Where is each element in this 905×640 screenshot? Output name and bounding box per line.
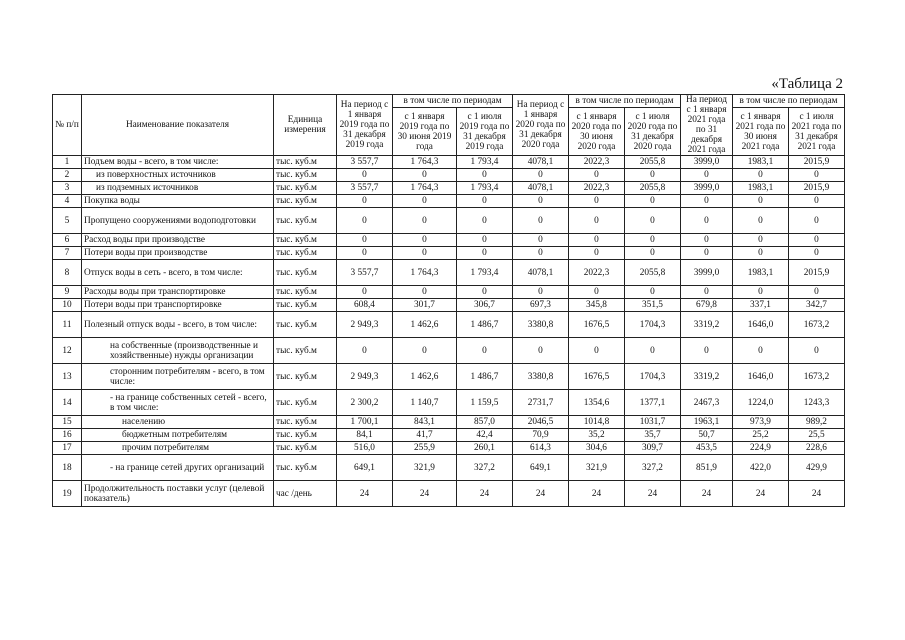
row-unit: тыс. куб.м	[274, 156, 337, 169]
header-h2-2020: с 1 июля 2020 года по 31 декабря 2020 года	[625, 107, 681, 155]
row-value: 1354,6	[569, 390, 625, 416]
header-h2-2019: с 1 июля 2019 года по 31 декабря 2019 года	[457, 107, 513, 155]
row-value: 1 764,3	[393, 260, 457, 286]
row-value: 1646,0	[733, 312, 789, 338]
row-value: 0	[569, 247, 625, 260]
row-unit: тыс. куб.м	[274, 455, 337, 481]
row-value: 973,9	[733, 416, 789, 429]
row-value: 2 949,3	[337, 312, 393, 338]
row-value: 260,1	[457, 442, 513, 455]
row-value: 70,9	[513, 429, 569, 442]
header-h1-2021: с 1 января 2021 года по 30 июня 2021 года	[733, 107, 789, 155]
row-value: 2055,8	[625, 156, 681, 169]
row-value: 84,1	[337, 429, 393, 442]
row-value: 224,9	[733, 442, 789, 455]
row-number: 4	[53, 195, 82, 208]
row-value: 345,8	[569, 299, 625, 312]
row-value: 1983,1	[733, 182, 789, 195]
row-value: 0	[569, 169, 625, 182]
row-value: 0	[393, 338, 457, 364]
row-indicator-name: из поверхностных источников	[82, 169, 274, 182]
row-value: 42,4	[457, 429, 513, 442]
row-number: 8	[53, 260, 82, 286]
row-value: 337,1	[733, 299, 789, 312]
row-value: 614,3	[513, 442, 569, 455]
row-value: 24	[393, 481, 457, 507]
row-number: 11	[53, 312, 82, 338]
row-value: 1 764,3	[393, 156, 457, 169]
table-row	[53, 260, 845, 286]
row-value: 2467,3	[681, 390, 733, 416]
table-row	[53, 208, 845, 234]
row-value: 1 793,4	[457, 156, 513, 169]
row-value: 0	[569, 338, 625, 364]
row-value: 0	[681, 286, 733, 299]
row-value: 4078,1	[513, 260, 569, 286]
row-value: 327,2	[457, 455, 513, 481]
header-h1-2020: с 1 января 2020 года по 30 июня 2020 года	[569, 107, 625, 155]
row-value: 35,7	[625, 429, 681, 442]
table-caption: «Таблица 2	[771, 76, 843, 92]
row-value: 0	[457, 169, 513, 182]
row-indicator-name: прочим потребителям	[82, 442, 274, 455]
row-indicator-name: Потери воды при транспортировке	[82, 299, 274, 312]
table-row	[53, 299, 845, 312]
row-value: 1 462,6	[393, 364, 457, 390]
row-unit: тыс. куб.м	[274, 182, 337, 195]
row-value: 0	[733, 234, 789, 247]
row-value: 0	[457, 338, 513, 364]
row-value: 1673,2	[789, 364, 845, 390]
row-value: 697,3	[513, 299, 569, 312]
header-sub-2020: в том числе по периодам	[569, 95, 681, 108]
row-value: 2022,3	[569, 182, 625, 195]
row-value: 2022,3	[569, 260, 625, 286]
row-value: 1676,5	[569, 364, 625, 390]
row-value: 857,0	[457, 416, 513, 429]
row-value: 2015,9	[789, 156, 845, 169]
table-row	[53, 481, 845, 507]
row-value: 321,9	[393, 455, 457, 481]
table-row	[53, 442, 845, 455]
row-indicator-name: Потери воды при производстве	[82, 247, 274, 260]
row-value: 0	[337, 169, 393, 182]
row-value: 0	[733, 208, 789, 234]
row-indicator-name: - на границе собственных сетей - всего, в том числе:	[82, 390, 274, 416]
row-value: 0	[625, 247, 681, 260]
row-value: 0	[513, 247, 569, 260]
table-row	[53, 429, 845, 442]
table-row	[53, 338, 845, 364]
row-value: 2055,8	[625, 260, 681, 286]
row-value: 0	[337, 234, 393, 247]
row-number: 6	[53, 234, 82, 247]
row-value: 304,6	[569, 442, 625, 455]
row-value: 0	[681, 169, 733, 182]
row-value: 0	[789, 247, 845, 260]
row-value: 1673,2	[789, 312, 845, 338]
row-unit: тыс. куб.м	[274, 286, 337, 299]
row-indicator-name: Покупка воды	[82, 195, 274, 208]
row-value: 2 300,2	[337, 390, 393, 416]
row-value: 0	[393, 247, 457, 260]
row-value: 0	[513, 234, 569, 247]
row-value: 0	[681, 195, 733, 208]
row-value: 0	[733, 195, 789, 208]
row-value: 0	[337, 286, 393, 299]
row-value: 24	[513, 481, 569, 507]
row-value: 306,7	[457, 299, 513, 312]
header-name: Наименование показателя	[82, 95, 274, 156]
header-total-2021: На период с 1 января 2021 года по 31 декабря 2021 года	[681, 95, 733, 156]
row-value: 843,1	[393, 416, 457, 429]
row-value: 1 793,4	[457, 182, 513, 195]
row-value: 24	[681, 481, 733, 507]
row-indicator-name: - на границе сетей других организаций	[82, 455, 274, 481]
row-value: 309,7	[625, 442, 681, 455]
row-number: 14	[53, 390, 82, 416]
row-value: 0	[337, 338, 393, 364]
row-value: 0	[393, 286, 457, 299]
row-value: 0	[569, 208, 625, 234]
row-unit: тыс. куб.м	[274, 338, 337, 364]
row-number: 9	[53, 286, 82, 299]
row-value: 453,5	[681, 442, 733, 455]
row-value: 3380,8	[513, 364, 569, 390]
row-value: 0	[681, 247, 733, 260]
row-value: 0	[733, 286, 789, 299]
table-row	[53, 364, 845, 390]
row-unit: тыс. куб.м	[274, 234, 337, 247]
row-indicator-name: Расход воды при производстве	[82, 234, 274, 247]
row-value: 1 159,5	[457, 390, 513, 416]
table-row	[53, 416, 845, 429]
row-value: 351,5	[625, 299, 681, 312]
row-number: 18	[53, 455, 82, 481]
row-value: 0	[569, 234, 625, 247]
row-unit: тыс. куб.м	[274, 195, 337, 208]
row-value: 422,0	[733, 455, 789, 481]
row-number: 12	[53, 338, 82, 364]
row-value: 0	[569, 286, 625, 299]
row-value: 1676,5	[569, 312, 625, 338]
row-unit: тыс. куб.м	[274, 429, 337, 442]
row-value: 2 949,3	[337, 364, 393, 390]
table-row	[53, 455, 845, 481]
row-value: 0	[733, 247, 789, 260]
row-value: 0	[789, 195, 845, 208]
row-value: 0	[457, 195, 513, 208]
row-number: 7	[53, 247, 82, 260]
row-value: 649,1	[513, 455, 569, 481]
row-unit: тыс. куб.м	[274, 416, 337, 429]
row-value: 3 557,7	[337, 182, 393, 195]
header-sub-2019: в том числе по периодам	[393, 95, 513, 108]
row-value: 608,4	[337, 299, 393, 312]
row-value: 321,9	[569, 455, 625, 481]
row-value: 0	[625, 286, 681, 299]
row-indicator-name: Подъем воды - всего, в том числе:	[82, 156, 274, 169]
row-value: 0	[625, 169, 681, 182]
row-value: 0	[337, 208, 393, 234]
row-value: 3999,0	[681, 156, 733, 169]
row-number: 13	[53, 364, 82, 390]
row-value: 2015,9	[789, 260, 845, 286]
row-value: 851,9	[681, 455, 733, 481]
row-value: 679,8	[681, 299, 733, 312]
row-value: 0	[513, 286, 569, 299]
row-value: 0	[393, 169, 457, 182]
row-value: 0	[625, 338, 681, 364]
row-indicator-name: Расходы воды при транспортировке	[82, 286, 274, 299]
row-indicator-name: бюджетным потребителям	[82, 429, 274, 442]
row-unit: тыс. куб.м	[274, 208, 337, 234]
row-indicator-name: населению	[82, 416, 274, 429]
row-number: 3	[53, 182, 82, 195]
row-value: 25,2	[733, 429, 789, 442]
row-value: 24	[733, 481, 789, 507]
row-number: 2	[53, 169, 82, 182]
header-h1-2019: с 1 января 2019 года по 30 июня 2019 года	[393, 107, 457, 155]
table-row	[53, 182, 845, 195]
row-indicator-name: Полезный отпуск воды - всего, в том числе:	[82, 312, 274, 338]
header-num: № п/п	[53, 95, 82, 156]
row-value: 1704,3	[625, 312, 681, 338]
row-value: 1 462,6	[393, 312, 457, 338]
row-value: 255,9	[393, 442, 457, 455]
header-unit: Единица измерения	[274, 95, 337, 156]
row-number: 15	[53, 416, 82, 429]
row-unit: тыс. куб.м	[274, 247, 337, 260]
row-value: 2015,9	[789, 182, 845, 195]
row-value: 0	[337, 247, 393, 260]
row-unit: тыс. куб.м	[274, 390, 337, 416]
row-unit: час /день	[274, 481, 337, 507]
row-value: 2046,5	[513, 416, 569, 429]
row-value: 0	[457, 234, 513, 247]
row-indicator-name: Пропущено сооружениями водоподготовки	[82, 208, 274, 234]
row-value: 0	[789, 208, 845, 234]
row-value: 0	[681, 208, 733, 234]
row-value: 1 140,7	[393, 390, 457, 416]
row-indicator-name: на собственные (производственные и хозяйственные) нужды организации	[82, 338, 274, 364]
row-unit: тыс. куб.м	[274, 169, 337, 182]
row-value: 1704,3	[625, 364, 681, 390]
row-indicator-name: Продолжительность поставки услуг (целевой показатель)	[82, 481, 274, 507]
table-row	[53, 286, 845, 299]
row-value: 0	[625, 195, 681, 208]
row-value: 2731,7	[513, 390, 569, 416]
row-value: 1 793,4	[457, 260, 513, 286]
row-value: 429,9	[789, 455, 845, 481]
row-value: 3999,0	[681, 182, 733, 195]
row-value: 0	[733, 169, 789, 182]
row-value: 0	[513, 338, 569, 364]
row-value: 1014,8	[569, 416, 625, 429]
row-value: 1377,1	[625, 390, 681, 416]
row-value: 50,7	[681, 429, 733, 442]
table-row	[53, 312, 845, 338]
row-value: 0	[569, 195, 625, 208]
row-value: 4078,1	[513, 182, 569, 195]
table-row	[53, 390, 845, 416]
row-value: 1 486,7	[457, 364, 513, 390]
row-value: 3999,0	[681, 260, 733, 286]
row-value: 4078,1	[513, 156, 569, 169]
row-value: 3319,2	[681, 312, 733, 338]
table-row	[53, 234, 845, 247]
row-value: 1983,1	[733, 156, 789, 169]
row-value: 0	[789, 286, 845, 299]
row-value: 0	[789, 234, 845, 247]
row-value: 1646,0	[733, 364, 789, 390]
row-value: 3 557,7	[337, 260, 393, 286]
row-value: 24	[625, 481, 681, 507]
row-number: 10	[53, 299, 82, 312]
row-value: 24	[337, 481, 393, 507]
row-unit: тыс. куб.м	[274, 364, 337, 390]
row-value: 1 486,7	[457, 312, 513, 338]
row-value: 1 700,1	[337, 416, 393, 429]
row-number: 17	[53, 442, 82, 455]
row-value: 35,2	[569, 429, 625, 442]
row-value: 0	[393, 208, 457, 234]
table-row	[53, 247, 845, 260]
row-value: 0	[457, 208, 513, 234]
row-value: 0	[681, 338, 733, 364]
water-balance-table	[52, 94, 845, 507]
row-value: 2022,3	[569, 156, 625, 169]
row-value: 0	[789, 169, 845, 182]
row-value: 1963,1	[681, 416, 733, 429]
row-value: 1 764,3	[393, 182, 457, 195]
table-header	[53, 95, 845, 156]
row-value: 1224,0	[733, 390, 789, 416]
row-number: 1	[53, 156, 82, 169]
row-value: 327,2	[625, 455, 681, 481]
row-value: 24	[569, 481, 625, 507]
table-row	[53, 156, 845, 169]
row-unit: тыс. куб.м	[274, 299, 337, 312]
row-value: 516,0	[337, 442, 393, 455]
header-total-2020: На период с 1 января 2020 года по 31 декабря 2020 года	[513, 95, 569, 156]
row-value: 0	[513, 208, 569, 234]
row-value: 0	[393, 234, 457, 247]
table-row	[53, 195, 845, 208]
row-number: 19	[53, 481, 82, 507]
row-value: 0	[513, 169, 569, 182]
row-number: 16	[53, 429, 82, 442]
row-indicator-name: сторонним потребителям - всего, в том числе:	[82, 364, 274, 390]
row-value: 1983,1	[733, 260, 789, 286]
table-body	[53, 156, 845, 507]
header-total-2019: На период с 1 января 2019 года по 31 декабря 2019 года	[337, 95, 393, 156]
row-value: 0	[457, 247, 513, 260]
row-value: 301,7	[393, 299, 457, 312]
row-number: 5	[53, 208, 82, 234]
row-value: 0	[513, 195, 569, 208]
table-row	[53, 169, 845, 182]
row-value: 0	[789, 338, 845, 364]
header-sub-2021: в том числе по периодам	[733, 95, 845, 108]
row-value: 0	[681, 234, 733, 247]
row-value: 1031,7	[625, 416, 681, 429]
row-value: 24	[457, 481, 513, 507]
row-value: 0	[337, 195, 393, 208]
row-value: 2055,8	[625, 182, 681, 195]
row-value: 25,5	[789, 429, 845, 442]
row-value: 649,1	[337, 455, 393, 481]
row-value: 24	[789, 481, 845, 507]
row-value: 228,6	[789, 442, 845, 455]
row-unit: тыс. куб.м	[274, 312, 337, 338]
row-value: 0	[625, 234, 681, 247]
row-value: 3319,2	[681, 364, 733, 390]
header-h2-2021: с 1 июля 2021 года по 31 декабря 2021 года	[789, 107, 845, 155]
row-value: 1243,3	[789, 390, 845, 416]
row-value: 0	[733, 338, 789, 364]
row-unit: тыс. куб.м	[274, 442, 337, 455]
row-indicator-name: Отпуск воды в сеть - всего, в том числе:	[82, 260, 274, 286]
row-value: 41,7	[393, 429, 457, 442]
row-value: 0	[393, 195, 457, 208]
row-value: 0	[625, 208, 681, 234]
row-value: 989,2	[789, 416, 845, 429]
row-value: 3 557,7	[337, 156, 393, 169]
row-indicator-name: из подземных источников	[82, 182, 274, 195]
row-value: 3380,8	[513, 312, 569, 338]
row-value: 342,7	[789, 299, 845, 312]
row-unit: тыс. куб.м	[274, 260, 337, 286]
row-value: 0	[457, 286, 513, 299]
